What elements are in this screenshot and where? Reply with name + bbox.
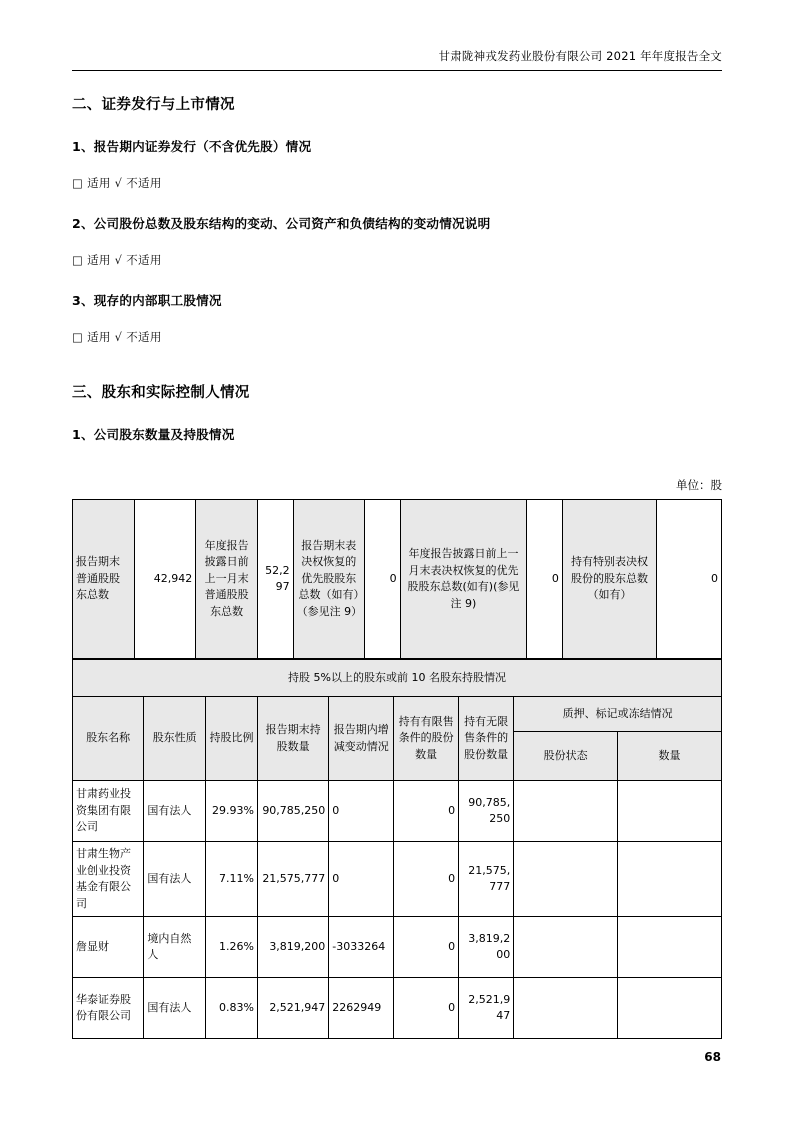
cell-end-amount: 3,819,200: [257, 917, 328, 978]
cell-unrestricted: 2,521,947: [459, 978, 514, 1039]
cell-quantity: [618, 842, 722, 917]
cell-restricted: 0: [394, 781, 459, 842]
table-row: [73, 917, 722, 978]
spacer-2: [72, 463, 722, 477]
cell-change: 0: [329, 842, 394, 917]
label-prev-month-preferred-restored: 年度报告披露日前上一月末表决权恢复的优先股股东总数(如有)(参见注 9): [400, 500, 527, 659]
cell-share-status: [514, 842, 618, 917]
label-ordinary-total: 报告期末普通股股东总数: [73, 500, 135, 659]
applicability-option-3: □ 适用 √ 不适用: [72, 330, 162, 344]
cell-change: 0: [329, 781, 394, 842]
table-row: [73, 978, 722, 1039]
cell-quantity: [618, 917, 722, 978]
value-preferred-restored: 0: [364, 500, 400, 659]
subsection-heading-1: 1、报告期内证券发行（不含优先股）情况: [72, 139, 312, 154]
cell-share-status: [514, 781, 618, 842]
cell-ratio: 7.11%: [206, 842, 258, 917]
applicability-option-2: □ 适用 √ 不适用: [72, 253, 162, 267]
value-ordinary-total: 42,942: [134, 500, 196, 659]
cell-name: 华泰证券股份有限公司: [73, 978, 144, 1039]
subsection-heading-3: 3、现存的内部职工股情况: [72, 293, 222, 308]
cell-ratio: 0.83%: [206, 978, 258, 1039]
cell-ratio: 1.26%: [206, 917, 258, 978]
cell-quantity: [618, 781, 722, 842]
cell-unrestricted: 3,819,200: [459, 917, 514, 978]
cell-name: 甘肃药业投资集团有限公司: [73, 781, 144, 842]
cell-change: -3033264: [329, 917, 394, 978]
cell-restricted: 0: [394, 917, 459, 978]
cell-name: 甘肃生物产业创业投资基金有限公司: [73, 842, 144, 917]
cell-name: 詹显财: [73, 917, 144, 978]
table-header-row-1: [73, 697, 722, 732]
cell-unrestricted: 90,785,250: [459, 781, 514, 842]
table-row: [73, 842, 722, 917]
cell-restricted: 0: [394, 978, 459, 1039]
value-prev-month-preferred-restored: 0: [527, 500, 563, 659]
subsection-heading-4: 1、公司股东数量及持股情况: [72, 427, 235, 442]
cell-ratio: 29.93%: [206, 781, 258, 842]
header-change: 报告期内增减变动情况: [329, 697, 394, 781]
cell-end-amount: 21,575,777: [257, 842, 328, 917]
cell-end-amount: 90,785,250: [257, 781, 328, 842]
table-row: [73, 500, 722, 659]
section-heading-securities: 二、证券发行与上市情况: [72, 97, 235, 113]
header-quantity: 数量: [618, 732, 722, 781]
running-header: 甘肃陇神戎发药业股份有限公司 2021 年年度报告全文: [438, 49, 722, 63]
cell-nature: 境内自然人: [144, 917, 206, 978]
unit-label: 单位：股: [676, 478, 722, 492]
header-ratio: 持股比例: [206, 697, 258, 781]
shareholder-count-table: [72, 499, 722, 659]
spacer: [72, 367, 722, 381]
value-special-voting: 0: [657, 500, 722, 659]
label-prev-month-ordinary: 年度报告披露日前上一月末普通股股东总数: [196, 500, 258, 659]
cell-nature: 国有法人: [144, 842, 206, 917]
cell-share-status: [514, 978, 618, 1039]
label-special-voting: 持有特别表决权股份的股东总数（如有）: [562, 500, 656, 659]
table-band-row: [73, 660, 722, 697]
cell-nature: 国有法人: [144, 978, 206, 1039]
applicability-option-1: □ 适用 √ 不适用: [72, 176, 162, 190]
cell-quantity: [618, 978, 722, 1039]
cell-nature: 国有法人: [144, 781, 206, 842]
cell-end-amount: 2,521,947: [257, 978, 328, 1039]
header-unrestricted: 持有无限售条件的股份数量: [459, 697, 514, 781]
subsection-heading-2: 2、公司股份总数及股东结构的变动、公司资产和负债结构的变动情况说明: [72, 216, 491, 231]
header-pledge-group: 质押、标记或冻结情况: [514, 697, 722, 732]
header-share-status: 股份状态: [514, 732, 618, 781]
header-nature: 股东性质: [144, 697, 206, 781]
table-row: [73, 781, 722, 842]
section-heading-shareholders: 三、股东和实际控制人情况: [72, 385, 250, 401]
header-name: 股东名称: [73, 697, 144, 781]
cell-change: 2262949: [329, 978, 394, 1039]
label-preferred-restored: 报告期末表决权恢复的优先股股东总数（如有）（参见注 9）: [293, 500, 364, 659]
page-number: 68: [704, 1050, 721, 1064]
cell-share-status: [514, 917, 618, 978]
header-divider: [72, 70, 722, 71]
header-end-amount: 报告期末持股数量: [257, 697, 328, 781]
cell-restricted: 0: [394, 842, 459, 917]
band-title: 持股 5%以上的股东或前 10 名股东持股情况: [73, 660, 722, 697]
header-restricted: 持有有限售条件的股份数量: [394, 697, 459, 781]
holdings-table: [72, 659, 722, 1039]
value-prev-month-ordinary: 52,297: [257, 500, 293, 659]
page-content: [72, 48, 722, 1039]
cell-unrestricted: 21,575,777: [459, 842, 514, 917]
